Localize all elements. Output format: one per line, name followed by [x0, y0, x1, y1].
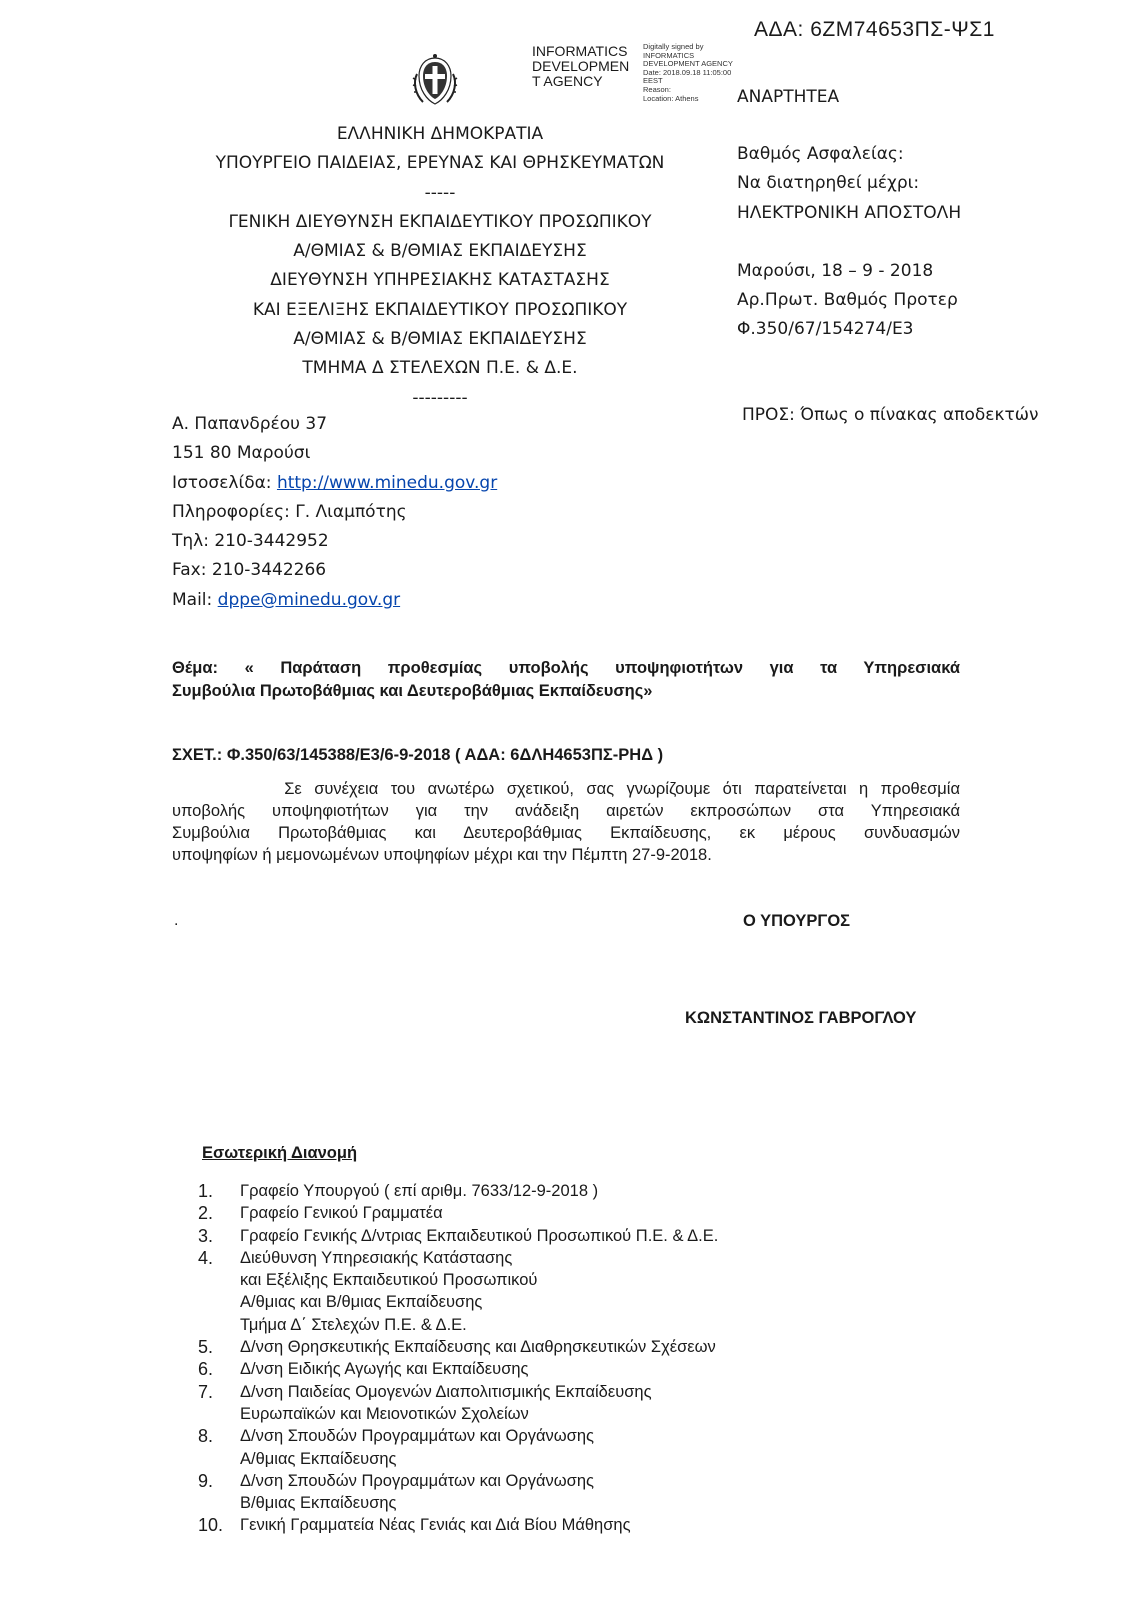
list-item: 8. Δ/νση Σπουδών Προγραμμάτων και Οργάνωσης Α/θμιας Εκπαίδευσης	[198, 1426, 594, 1468]
postal-code: 151 80 Μαρούσι	[172, 443, 311, 464]
protocol-label: Αρ.Πρωτ. Βαθμός Προτερ	[737, 290, 958, 311]
list-item: 1. Γραφείο Υπουργού ( επί αριθμ. 7633/12-9-2018 )	[198, 1181, 599, 1201]
list-item: 10. Γενική Γραμματεία Νέας Γενιάς και Διά Βίου Μάθησης	[198, 1515, 631, 1536]
list-item: 4. Διεύθυνση Υπηρεσιακής Κατάστασης και Εξέλιξης Εκπαιδευτικού Προσωπικού Α/θμιας και Β/θμιας Εκπαίδευσης Τμήμα Δ΄ Στελεχών Π.Ε. & Δ.Ε.	[198, 1247, 538, 1334]
signatory-name: ΚΩΝΣΤΑΝΤΙΝΟΣ ΓΑΒΡΟΓΛΟΥ	[685, 1009, 917, 1027]
address: Α. Παπανδρέου 37	[172, 414, 328, 434]
info-contact: Πληροφορίες: Γ. Λιαμπότης	[172, 501, 407, 522]
distribution-title: Εσωτερική Διανομή	[202, 1144, 358, 1162]
retention: Να διατηρηθεί μέχρι:	[737, 173, 920, 194]
list-item: 5. Δ/νση Θρησκευτικής Εκπαίδευσης και Διαθρησκευτικών Σχέσεων	[198, 1337, 716, 1358]
list-item: 2. Γραφείο Γενικού Γραμματέα	[198, 1203, 443, 1224]
ministry-line: ΚΑΙ ΕΞΕΛΙΞΗΣ ΕΚΠΑΙΔΕΥΤΙΚΟΥ ΠΡΟΣΩΠΙΚΟΥ	[252, 299, 628, 320]
ministry-line: ΕΛΛΗΝΙΚΗ ΔΗΜΟΚΡΑΤΙΑ	[336, 124, 544, 144]
mail-link[interactable]: dppe@minedu.gov.gr	[217, 589, 401, 610]
list-item: 7. Δ/νση Παιδείας Ομογενών Διαπολιτισμικής Εκπαίδευσης Ευρωπαϊκών και Μειονοτικών Σχολείων	[198, 1381, 652, 1423]
ministry-line: Α/ΘΜΙΑΣ & Β/ΘΜΙΑΣ ΕΚΠΑΙΔΕΥΣΗΣ	[293, 241, 587, 262]
list-item: 3. Γραφείο Γενικής Δ/ντριας Εκπαιδευτικού Προσωπικού Π.Ε. & Δ.Ε.	[198, 1225, 719, 1246]
ministry-line: ΥΠΟΥΡΓΕΙΟ ΠΑΙΔΕΙΑΣ, ΕΡΕΥΝΑΣ ΚΑΙ ΘΡΗΣΚΕΥΜΑΤΩΝ	[215, 153, 665, 174]
website-row: Ιστοσελίδα: http://www.minedu.gov.gr	[172, 472, 498, 493]
dot-mark: .	[174, 912, 179, 929]
list-item: 6. Δ/νση Ειδικής Αγωγής και Εκπαίδευσης	[198, 1359, 529, 1380]
list-item: 9. Δ/νση Σπουδών Προγραμμάτων και Οργάνωσης Β/θμιας Εκπαίδευσης	[198, 1470, 594, 1513]
posting-label: ΑΝΑΡΤΗΤΕΑ	[737, 87, 840, 107]
security-level: Βαθμός Ασφαλείας:	[737, 144, 904, 164]
ministry-line: ΔΙΕΥΘΥΝΣΗ ΥΠΗΡΕΣΙΑΚΗΣ ΚΑΤΑΣΤΑΣΗΣ	[270, 270, 610, 291]
ministry-header	[180, 120, 700, 413]
body-paragraph: Σε συνέχεια του ανωτέρω σχετικού, σας γνωρίζουμε ότι παρατείνεται η προθεσμία υποβολής υποψηφιοτήτων για την ανάδειξη αιρετών εκπροσώπων στα Υπηρεσιακά Συμβούλια Πρωτοβάθμιας και Δευτεροβάθμιας Εκπαίδευσης, εκ μέρους συνδυασμών υποψηφίων ή μεμονωμένων υποψηφίων μέχρι και την Πέμπτη 27-9-2018.	[172, 780, 960, 864]
signer-organization: INFORMATICS DEVELOPMEN T AGENCY	[532, 43, 630, 89]
ministry-line: ΓΕΝΙΚΗ ΔΙΕΥΘΥΝΣΗ ΕΚΠΑΙΔΕΥΤΙΚΟΥ ΠΡΟΣΩΠΙΚΟΥ	[228, 211, 652, 232]
signatory-title: Ο ΥΠΟΥΡΓΟΣ	[743, 912, 851, 930]
contact-block	[172, 410, 672, 615]
digital-signature-details: Digitally signed by INFORMATICS DEVELOPMENT AGENCY Date: 2018.09.18 11:05:00 EEST Reason: Location: Athens	[643, 42, 733, 103]
separator: -----	[424, 182, 456, 203]
delivery-method: ΗΛΕΚΤΡΟΝΙΚΗ ΑΠΟΣΤΟΛΗ	[737, 202, 962, 223]
fax: Fax: 210-3442266	[172, 560, 327, 581]
ministry-line: ΤΜΗΜΑ Δ ΣΤΕΛΕΧΩΝ Π.Ε. & Δ.Ε.	[302, 358, 578, 379]
mail-row: Mail: dppe@minedu.gov.gr	[172, 589, 401, 610]
website-link[interactable]: http://www.minedu.gov.gr	[276, 472, 498, 493]
recipients-line: ΠΡΟΣ: Όπως ο πίνακας αποδεκτών	[742, 405, 1039, 425]
distribution-list	[198, 1180, 898, 1537]
ministry-line: Α/ΘΜΙΑΣ & Β/ΘΜΙΑΣ ΕΚΠΑΙΔΕΥΣΗΣ	[293, 329, 587, 350]
phone: Τηλ: 210-3442952	[172, 531, 329, 552]
reference: ΣΧΕΤ.: Φ.350/63/145388/Ε3/6-9-2018 ( ΑΔΑ: 6ΔΛΗ4653ΠΣ-ΡΗΔ )	[172, 746, 664, 764]
ada-code: ΑΔΑ: 6ΖΜ74653ΠΣ-ΨΣ1	[754, 18, 995, 41]
subject: Θέμα: « Παράταση προθεσμίας υποβολής υποψηφιοτήτων για τα Υπηρεσιακά Συμβούλια Πρωτοβάθμιας και Δευτεροβάθμιας Εκπαίδευσης»	[172, 659, 960, 700]
document-meta	[737, 140, 1097, 345]
greek-emblem-icon	[411, 52, 459, 108]
separator: ---------	[412, 387, 468, 408]
protocol-number: Φ.350/67/154274/Ε3	[737, 319, 914, 340]
document-date: Μαρούσι, 18 – 9 - 2018	[737, 260, 934, 281]
